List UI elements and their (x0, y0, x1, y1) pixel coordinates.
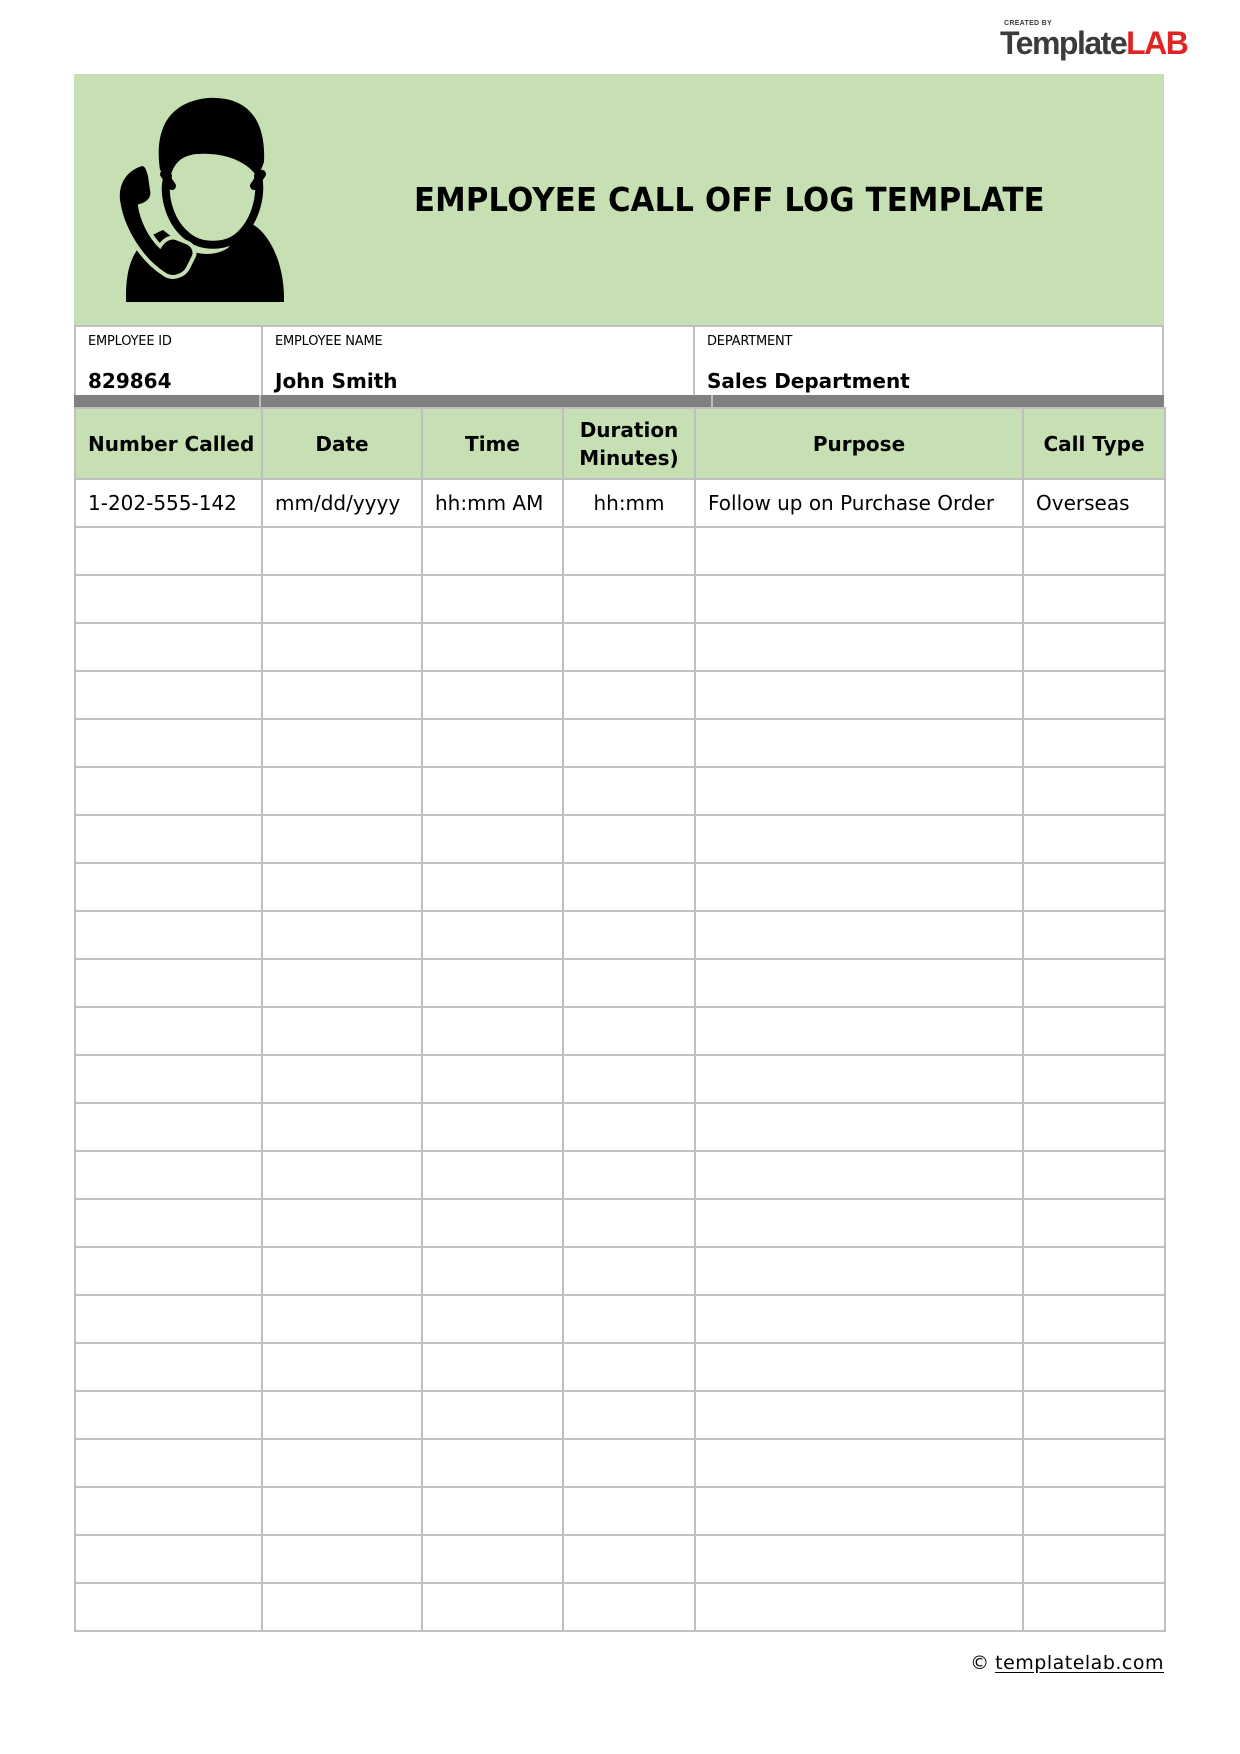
cell-number-called[interactable] (75, 815, 262, 863)
table-row (75, 1295, 1165, 1343)
cell-purpose[interactable] (695, 1487, 1023, 1535)
table-row (75, 1199, 1165, 1247)
cell-time[interactable] (422, 671, 563, 719)
cell-date[interactable] (262, 1055, 422, 1103)
cell-date[interactable] (262, 1103, 422, 1151)
cell-number-called[interactable] (75, 1007, 262, 1055)
cell-duration[interactable] (563, 1103, 695, 1151)
cell-number-called[interactable] (75, 1439, 262, 1487)
column-header-purpose: Purpose (695, 408, 1023, 479)
cell-duration[interactable] (563, 959, 695, 1007)
cell-duration[interactable] (563, 863, 695, 911)
cell-date[interactable] (262, 719, 422, 767)
cell-number-called[interactable] (75, 767, 262, 815)
table-row (75, 1151, 1165, 1199)
cell-duration[interactable] (563, 719, 695, 767)
cell-number-called[interactable] (75, 1199, 262, 1247)
column-header-date: Date (262, 408, 422, 479)
cell-number-called[interactable] (75, 1151, 262, 1199)
cell-date[interactable] (262, 671, 422, 719)
cell-time[interactable] (422, 719, 563, 767)
table-row (75, 623, 1165, 671)
employee-name-value: John Smith (275, 369, 398, 393)
cell-purpose[interactable] (695, 911, 1023, 959)
cell-purpose[interactable] (695, 719, 1023, 767)
cell-date[interactable] (262, 767, 422, 815)
cell-purpose[interactable] (695, 1343, 1023, 1391)
cell-number-called[interactable] (75, 1295, 262, 1343)
cell-duration[interactable] (563, 1343, 695, 1391)
table-row (75, 1583, 1165, 1631)
cell-time[interactable] (422, 911, 563, 959)
cell-number-called[interactable] (75, 1247, 262, 1295)
footer (970, 1652, 1164, 1674)
cell-purpose[interactable] (695, 815, 1023, 863)
cell-time[interactable] (422, 1247, 563, 1295)
templatelab-link[interactable]: templatelab.com (995, 1652, 1164, 1674)
cell-number-called[interactable] (75, 671, 262, 719)
cell-number-called[interactable] (75, 1103, 262, 1151)
cell-purpose[interactable] (695, 1535, 1023, 1583)
cell-date[interactable] (262, 575, 422, 623)
cell-duration[interactable] (563, 911, 695, 959)
cell-date[interactable] (262, 1199, 422, 1247)
cell-date[interactable] (262, 1391, 422, 1439)
cell-purpose[interactable] (695, 1199, 1023, 1247)
cell-time[interactable] (422, 767, 563, 815)
cell-duration[interactable] (563, 1151, 695, 1199)
cell-number-called[interactable] (75, 1583, 262, 1631)
cell-number-called[interactable] (75, 911, 262, 959)
table-row (75, 767, 1165, 815)
cell-call-type[interactable] (1023, 1343, 1165, 1391)
cell-call-type[interactable] (1023, 1007, 1165, 1055)
table-row (75, 719, 1165, 767)
cell-number-called[interactable] (75, 575, 262, 623)
cell-time[interactable] (422, 1583, 563, 1631)
cell-purpose[interactable] (695, 1007, 1023, 1055)
brand-name-lab: LAB (1126, 25, 1188, 61)
table-header-row (75, 408, 1165, 479)
cell-number-called[interactable] (75, 1487, 262, 1535)
table-row (75, 1343, 1165, 1391)
cell-purpose[interactable] (695, 1103, 1023, 1151)
cell-number-called[interactable] (75, 527, 262, 575)
cell-number-called[interactable] (75, 1535, 262, 1583)
cell-duration[interactable]: hh:mm (563, 479, 695, 527)
cell-duration[interactable] (563, 527, 695, 575)
table-row (75, 1487, 1165, 1535)
department-value: Sales Department (707, 369, 910, 393)
cell-duration[interactable] (563, 1295, 695, 1343)
cell-purpose[interactable] (695, 623, 1023, 671)
cell-purpose[interactable] (695, 1583, 1023, 1631)
cell-time[interactable] (422, 1343, 563, 1391)
cell-time[interactable] (422, 623, 563, 671)
table-row (75, 1103, 1165, 1151)
cell-duration[interactable] (563, 815, 695, 863)
table-row (75, 1391, 1165, 1439)
cell-duration[interactable] (563, 1487, 695, 1535)
cell-date[interactable]: mm/dd/yyyy (262, 479, 422, 527)
call-log-table (74, 407, 1166, 1632)
cell-purpose[interactable] (695, 1247, 1023, 1295)
cell-date[interactable] (262, 911, 422, 959)
table-row (75, 1247, 1165, 1295)
table-row (75, 959, 1165, 1007)
cell-call-type[interactable] (1023, 1439, 1165, 1487)
table-row (75, 863, 1165, 911)
cell-purpose[interactable] (695, 1151, 1023, 1199)
table-row (75, 575, 1165, 623)
table-row (75, 1439, 1165, 1487)
cell-call-type[interactable] (1023, 1391, 1165, 1439)
cell-call-type[interactable] (1023, 815, 1165, 863)
cell-purpose[interactable] (695, 1055, 1023, 1103)
employee-name-label: EMPLOYEE NAME (275, 334, 383, 349)
cell-time[interactable] (422, 1007, 563, 1055)
cell-call-type[interactable] (1023, 1103, 1165, 1151)
cell-call-type[interactable] (1023, 1247, 1165, 1295)
cell-duration[interactable] (563, 623, 695, 671)
cell-date[interactable] (262, 1151, 422, 1199)
cell-date[interactable] (262, 1583, 422, 1631)
cell-date[interactable] (262, 1295, 422, 1343)
cell-number-called[interactable] (75, 1391, 262, 1439)
cell-time[interactable] (422, 527, 563, 575)
cell-time[interactable] (422, 1487, 563, 1535)
cell-date[interactable] (262, 1487, 422, 1535)
cell-date[interactable] (262, 959, 422, 1007)
cell-call-type[interactable] (1023, 1151, 1165, 1199)
column-header-duration (563, 408, 695, 479)
section-separator-bar (74, 395, 1164, 407)
created-by-label: CREATED BY (1004, 20, 1052, 27)
cell-purpose[interactable] (695, 863, 1023, 911)
cell-time[interactable] (422, 1199, 563, 1247)
copyright-icon: © (970, 1652, 990, 1674)
cell-duration[interactable] (563, 671, 695, 719)
cell-number-called[interactable] (75, 1343, 262, 1391)
cell-call-type[interactable]: Overseas (1023, 479, 1165, 527)
cell-call-type[interactable] (1023, 1199, 1165, 1247)
column-header-number-called: Number Called (75, 408, 262, 479)
table-row (75, 815, 1165, 863)
cell-date[interactable] (262, 1247, 422, 1295)
table-row (75, 479, 1165, 527)
templatelab-logo (1000, 18, 1222, 62)
cell-date[interactable] (262, 863, 422, 911)
brand-name (1000, 26, 1187, 60)
cell-call-type[interactable] (1023, 767, 1165, 815)
cell-call-type[interactable] (1023, 1535, 1165, 1583)
cell-purpose[interactable] (695, 575, 1023, 623)
cell-time[interactable] (422, 1391, 563, 1439)
cell-duration[interactable] (563, 1199, 695, 1247)
column-header-call-type: Call Type (1023, 408, 1165, 479)
employee-name-field[interactable] (263, 327, 693, 397)
cell-purpose[interactable] (695, 1295, 1023, 1343)
cell-call-type[interactable] (1023, 719, 1165, 767)
person-on-phone-icon (98, 90, 288, 310)
column-header-time: Time (422, 408, 563, 479)
divider (259, 395, 261, 407)
cell-time[interactable] (422, 959, 563, 1007)
employee-info-row (74, 325, 1164, 395)
divider (711, 395, 713, 407)
cell-date[interactable] (262, 1007, 422, 1055)
cell-date[interactable] (262, 623, 422, 671)
cell-purpose[interactable] (695, 527, 1023, 575)
cell-call-type[interactable] (1023, 863, 1165, 911)
duration-label-line1: Duration (579, 417, 679, 442)
table-row (75, 527, 1165, 575)
cell-duration[interactable] (563, 575, 695, 623)
duration-label-line2: Minutes) (579, 445, 679, 470)
cell-number-called[interactable]: 1-202-555-142 (75, 479, 262, 527)
brand-name-template: Template (1000, 25, 1127, 61)
cell-number-called[interactable] (75, 623, 262, 671)
cell-number-called[interactable] (75, 1055, 262, 1103)
cell-time[interactable] (422, 1151, 563, 1199)
call-log-body (75, 479, 1165, 1631)
cell-call-type[interactable] (1023, 527, 1165, 575)
cell-date[interactable] (262, 1439, 422, 1487)
employee-id-field[interactable] (76, 327, 262, 397)
cell-purpose[interactable] (695, 959, 1023, 1007)
table-row (75, 671, 1165, 719)
table-row (75, 911, 1165, 959)
table-row (75, 1535, 1165, 1583)
cell-number-called[interactable] (75, 863, 262, 911)
cell-date[interactable] (262, 527, 422, 575)
cell-duration[interactable] (563, 767, 695, 815)
cell-time[interactable] (422, 1439, 563, 1487)
cell-date[interactable] (262, 1343, 422, 1391)
cell-call-type[interactable] (1023, 1583, 1165, 1631)
cell-time[interactable] (422, 575, 563, 623)
cell-time[interactable] (422, 1535, 563, 1583)
cell-duration[interactable] (563, 1535, 695, 1583)
cell-number-called[interactable] (75, 959, 262, 1007)
cell-time[interactable] (422, 1295, 563, 1343)
cell-purpose[interactable] (695, 767, 1023, 815)
cell-time[interactable] (422, 863, 563, 911)
cell-call-type[interactable] (1023, 1295, 1165, 1343)
cell-purpose[interactable]: Follow up on Purchase Order (695, 479, 1023, 527)
department-field[interactable] (695, 327, 1162, 397)
employee-id-label: EMPLOYEE ID (88, 334, 172, 349)
cell-call-type[interactable] (1023, 623, 1165, 671)
cell-duration[interactable] (563, 1247, 695, 1295)
cell-time[interactable] (422, 1103, 563, 1151)
cell-date[interactable] (262, 815, 422, 863)
cell-duration[interactable] (563, 1439, 695, 1487)
cell-duration[interactable] (563, 1583, 695, 1631)
page-title: EMPLOYEE CALL OFF LOG TEMPLATE (414, 180, 1045, 219)
cell-time[interactable]: hh:mm AM (422, 479, 563, 527)
cell-time[interactable] (422, 815, 563, 863)
cell-call-type[interactable] (1023, 671, 1165, 719)
cell-duration[interactable] (563, 1007, 695, 1055)
cell-call-type[interactable] (1023, 959, 1165, 1007)
cell-purpose[interactable] (695, 1439, 1023, 1487)
table-row (75, 1055, 1165, 1103)
cell-duration[interactable] (563, 1055, 695, 1103)
cell-call-type[interactable] (1023, 1487, 1165, 1535)
cell-date[interactable] (262, 1535, 422, 1583)
cell-call-type[interactable] (1023, 911, 1165, 959)
cell-call-type[interactable] (1023, 1055, 1165, 1103)
cell-time[interactable] (422, 1055, 563, 1103)
cell-call-type[interactable] (1023, 575, 1165, 623)
cell-purpose[interactable] (695, 671, 1023, 719)
department-label: DEPARTMENT (707, 334, 793, 349)
cell-purpose[interactable] (695, 1391, 1023, 1439)
employee-id-value: 829864 (88, 369, 172, 393)
title-banner (74, 74, 1164, 326)
cell-duration[interactable] (563, 1391, 695, 1439)
table-row (75, 1007, 1165, 1055)
cell-number-called[interactable] (75, 719, 262, 767)
